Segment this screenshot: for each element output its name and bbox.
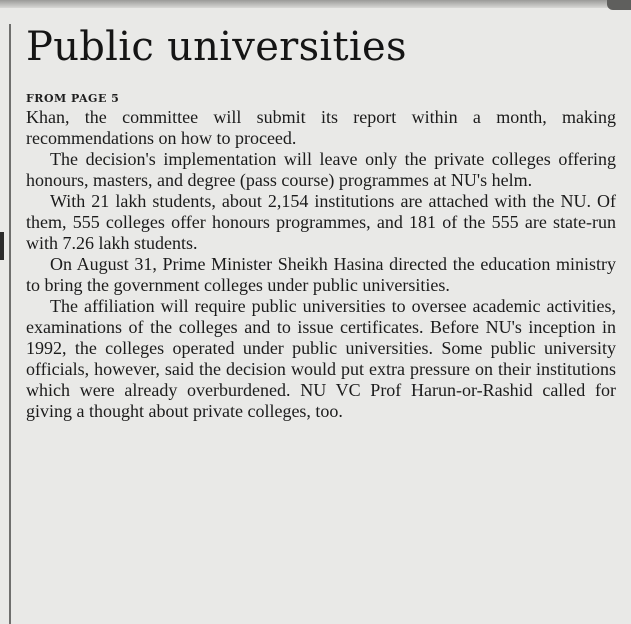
top-border-corner [607, 0, 631, 10]
jump-line: FROM PAGE 5 [26, 92, 120, 105]
adjacent-column-mark [0, 232, 4, 260]
paragraph-1: Khan, the committee will submit its report within a month, making recommendations on how to proceed. [26, 107, 616, 148]
paragraph-2: The decision's implementation will leave only the private colleges offering honours, masters, and degree (pass course) programmes at NU's helm. [26, 149, 616, 190]
article-body [26, 107, 616, 422]
paragraph-4: On August 31, Prime Minister Sheikh Hasina directed the education ministry to bring the government colleges under public universities. [26, 254, 616, 295]
column-divider-rule [9, 24, 11, 624]
paragraph-3: With 21 lakh students, about 2,154 institutions are attached with the NU. Of them, 555 colleges offer honours programmes, and 181 of the 555 are state-run with 7.26 lakh students. [26, 191, 616, 253]
paragraph-5: The affiliation will require public universities to oversee academic activities, examinations of the colleges and to issue certificates. Before NU's inception in 1992, the colleges operated under public universities. Some public university officials, however, said the decision would put extra pressure on their institutions which were already overburdened. NU VC Prof Harun-or-Rashid called for giving a thought about private colleges, too. [26, 296, 616, 421]
headline: Public universities [26, 24, 407, 70]
article-column [26, 24, 616, 422]
top-border-rule [0, 0, 631, 8]
